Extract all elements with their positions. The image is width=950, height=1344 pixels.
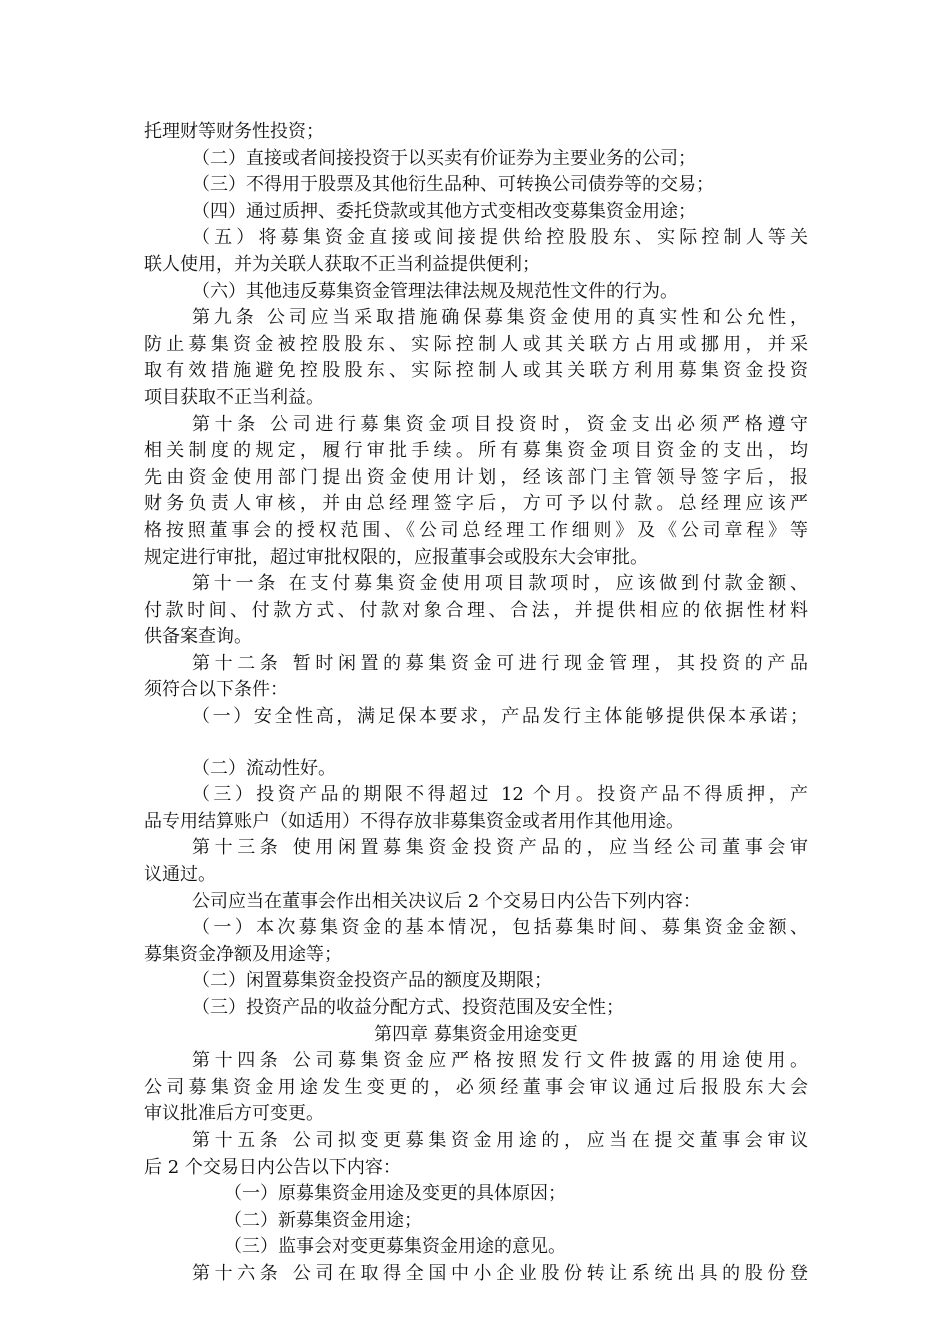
text-line: 议通过。	[144, 864, 216, 886]
text-line: （三）投资产品的期限不得超过 12 个月。投资产品不得质押，产	[192, 784, 808, 806]
text-line: 品专用结算账户（如适用）不得存放非募集资金或者用作其他用途。	[144, 810, 684, 832]
text-line: 防止募集资金被控股股东、实际控制人或其关联方占用或挪用，并采	[144, 333, 808, 355]
text-line: （一）安全性高，满足保本要求，产品发行主体能够提供保本承诺；	[192, 706, 808, 728]
text-line: 须符合以下条件：	[144, 679, 288, 701]
text-line: （六）其他违反募集资金管理法律法规及规范性文件的行为。	[192, 280, 678, 302]
text-line: （一）本次募集资金的基本情况，包括募集时间、募集资金金额、	[192, 917, 808, 939]
text-line: （二）闲置募集资金投资产品的额度及期限；	[192, 970, 552, 992]
text-line: 公司应当在董事会作出相关决议后 2 个交易日内公告下列内容：	[192, 890, 701, 912]
text-line: 规定进行审批，超过审批权限的，应报董事会或股东大会审批。	[144, 546, 648, 568]
text-line: 财务负责人审核，并由总经理签字后，方可予以付款。总经理应该严	[144, 493, 808, 515]
text-line: 联人使用，并为关联人获取不正当利益提供便利；	[144, 253, 540, 275]
text-line: （一）原募集资金用途及变更的具体原因；	[224, 1183, 566, 1205]
text-line: （三）投资产品的收益分配方式、投资范围及安全性；	[192, 997, 624, 1018]
text-line: （二）新募集资金用途；	[224, 1209, 422, 1231]
text-line: （二）流动性好。	[192, 757, 336, 779]
text-line: 第十一条 在支付募集资金使用项目款项时，应该做到付款金额、	[192, 573, 808, 595]
text-line: 审议批准后方可变更。	[144, 1103, 324, 1125]
blank-line	[144, 731, 808, 756]
text-line: （二）直接或者间接投资于以买卖有价证券为主要业务的公司；	[192, 147, 696, 169]
text-line: （四）通过质押、委托贷款或其他方式变相改变募集资金用途；	[192, 200, 696, 222]
text-line: 先由资金使用部门提出资金使用计划，经该部门主管领导签字后，报	[144, 466, 808, 488]
text-line: 公司募集资金用途发生变更的，必须经董事会审议通过后报股东大会	[144, 1076, 808, 1098]
text-line: 募集资金净额及用途等；	[144, 943, 342, 965]
text-line: 后 2 个交易日内公告以下内容：	[144, 1156, 401, 1178]
text-line: 第十三条 使用闲置募集资金投资产品的，应当经公司董事会审	[192, 837, 808, 859]
text-line: 取有效措施避免控股股东、实际控制人或其关联方利用募集资金投资	[144, 360, 808, 382]
text-line: （三）不得用于股票及其他衍生品种、可转换公司债券等的交易；	[192, 174, 714, 196]
text-line: 第十五条 公司拟变更募集资金用途的，应当在提交董事会审议	[192, 1129, 808, 1151]
text-line: 相关制度的规定，履行审批手续。所有募集资金项目资金的支出，均	[144, 440, 808, 462]
text-line: 付款时间、付款方式、付款对象合理、合法，并提供相应的依据性材料	[144, 599, 808, 621]
text-line: 项目获取不正当利益。	[144, 386, 324, 408]
text-line: 第十条 公司进行募集资金项目投资时，资金支出必须严格遵守	[192, 413, 808, 435]
chapter-heading: 第四章 募集资金用途变更	[374, 1023, 578, 1045]
text-line: 第九条 公司应当采取措施确保募集资金使用的真实性和公允性，	[192, 307, 808, 329]
text-line: 第十四条 公司募集资金应严格按照发行文件披露的用途使用。	[192, 1050, 808, 1072]
text-line: 第十二条 暂时闲置的募集资金可进行现金管理，其投资的产品	[192, 652, 808, 674]
document-page	[144, 119, 808, 1288]
text-line: （三）监事会对变更募集资金用途的意见。	[224, 1236, 566, 1258]
text-line: 格按照董事会的授权范围、《公司总经理工作细则》及《公司章程》等	[144, 519, 808, 541]
text-line: （五）将募集资金直接或间接提供给控股股东、实际控制人等关	[192, 227, 808, 249]
text-line: 第十六条 公司在取得全国中小企业股份转让系统出具的股份登	[192, 1262, 808, 1284]
text-line: 供备案查询。	[144, 626, 252, 648]
text-line: 托理财等财务性投资；	[144, 121, 324, 142]
